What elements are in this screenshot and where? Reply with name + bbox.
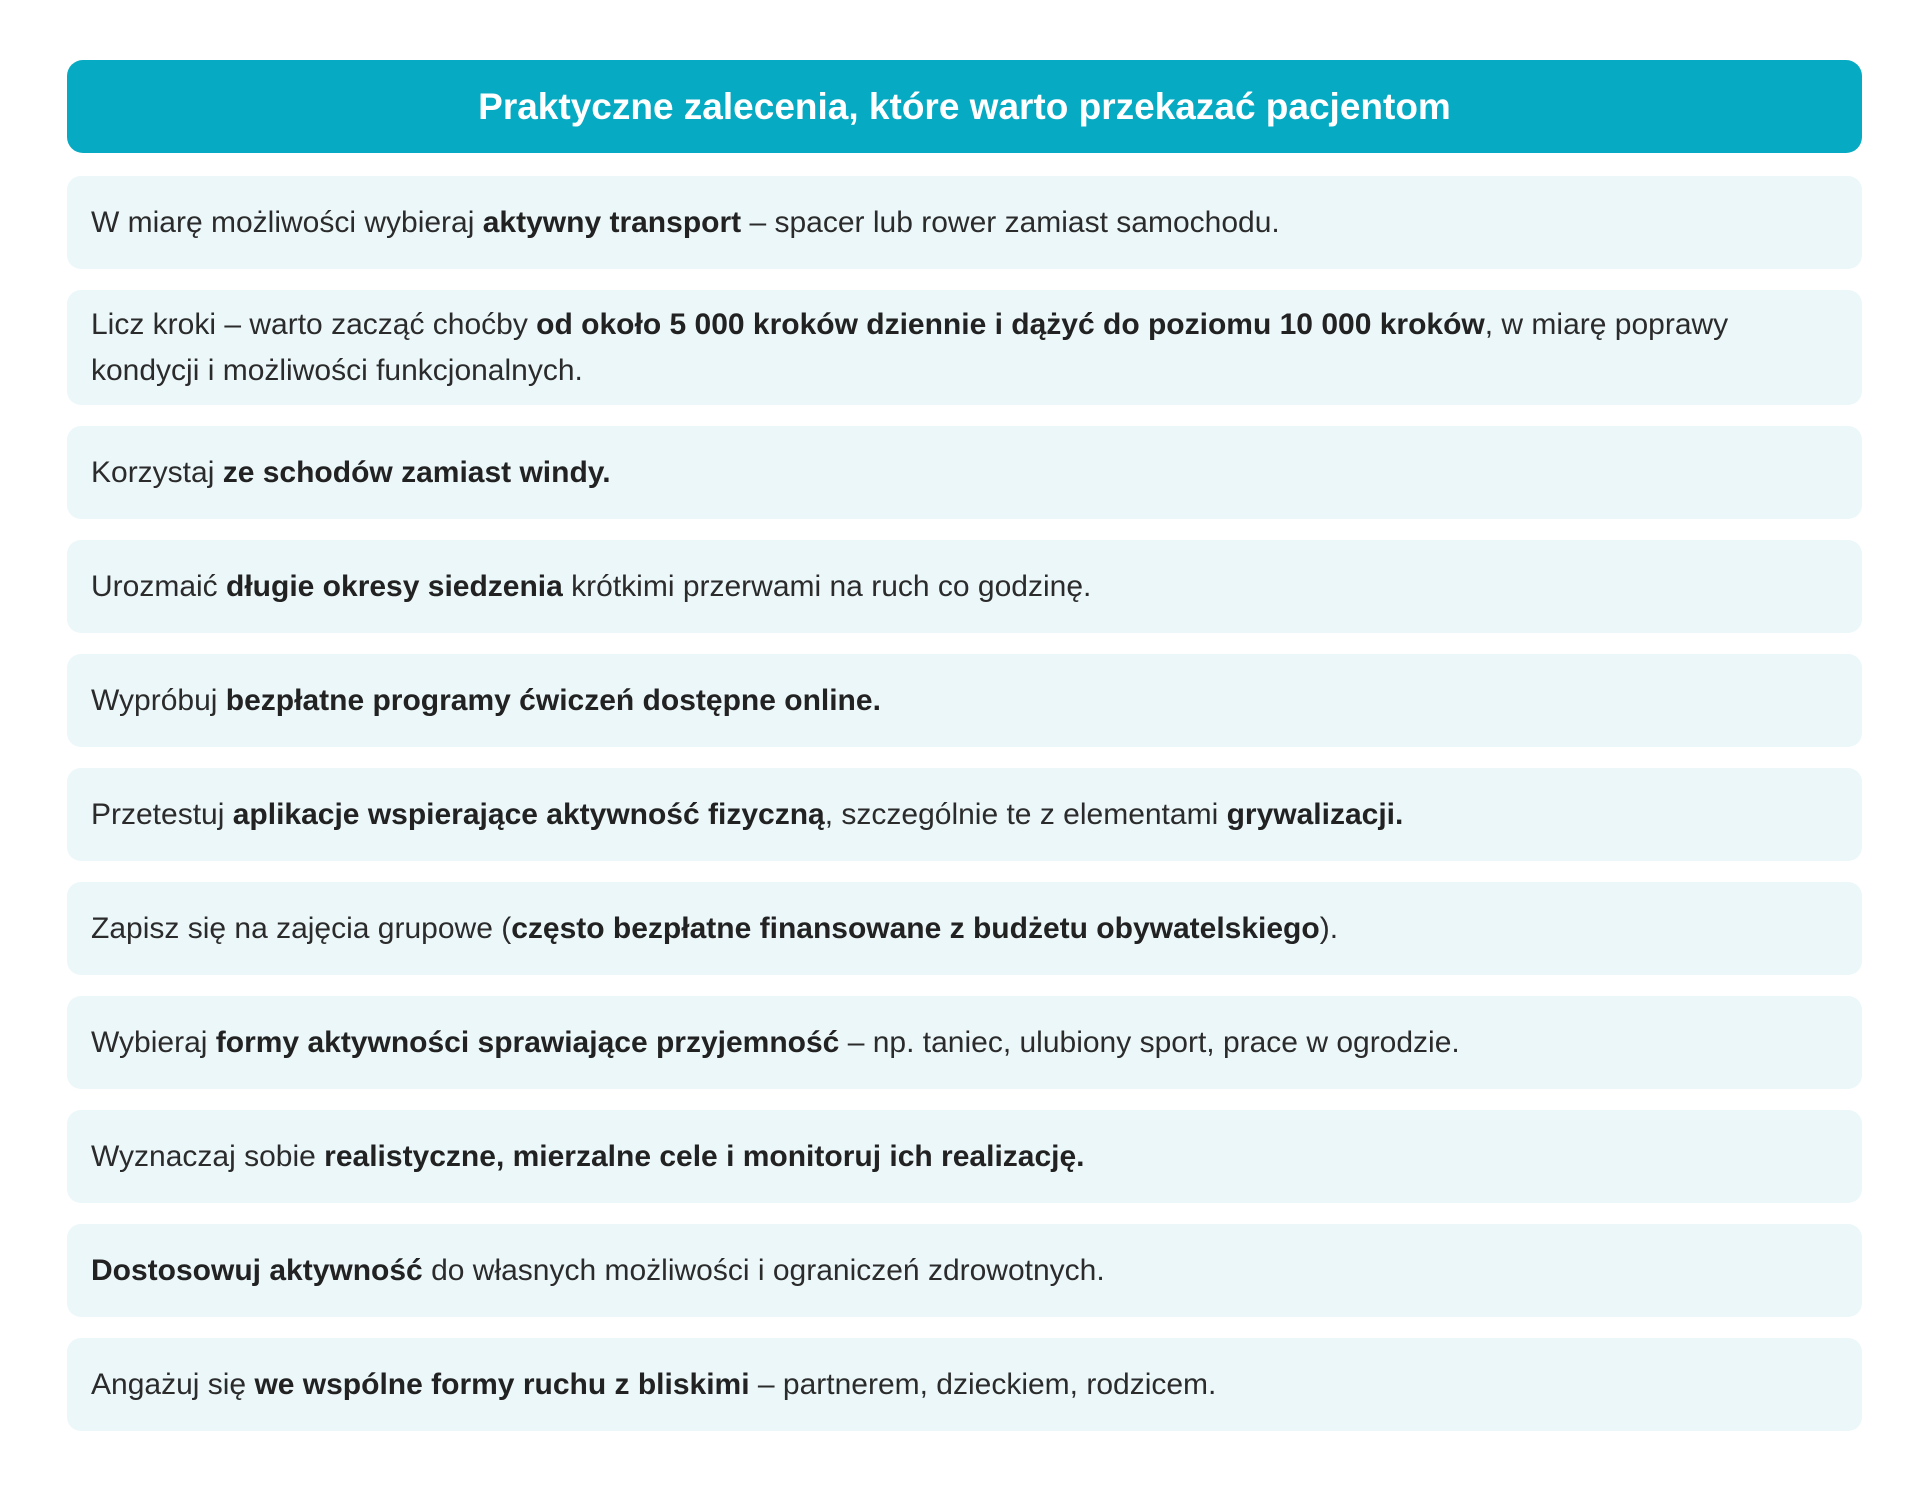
header-banner <box>67 60 1862 153</box>
recommendation-text: Angażuj się we wspólne formy ruchu z bliskimi – partnerem, dzieckiem, rodzicem. <box>91 1367 1217 1401</box>
recommendation-text: Korzystaj ze schodów zamiast windy. <box>91 455 611 489</box>
recommendation-text: W miarę możliwości wybieraj aktywny transport – spacer lub rower zamiast samochodu. <box>91 205 1280 239</box>
recommendation-highlight: bezpłatne programy ćwiczeń dostępne online. <box>225 683 881 717</box>
recommendation-text: Wybieraj formy aktywności sprawiające przyjemność – np. taniec, ulubiony sport, prace w ogrodzie. <box>91 1025 1460 1059</box>
recommendation-item-3 <box>67 426 1862 519</box>
recommendation-highlight: aktywny transport <box>482 205 742 239</box>
page-title: Praktyczne zalecenia, które warto przekazać pacjentom <box>478 85 1451 127</box>
recommendation-text: Dostosowuj aktywność do własnych możliwości i ograniczeń zdrowotnych. <box>91 1253 1105 1287</box>
recommendation-item-8 <box>67 996 1862 1089</box>
recommendation-item-7 <box>67 882 1862 975</box>
recommendation-highlight: Dostosowuj aktywność <box>91 1253 423 1287</box>
recommendation-item-5 <box>67 654 1862 747</box>
recommendation-item-10 <box>67 1224 1862 1317</box>
recommendation-highlight: we wspólne formy ruchu z bliskimi <box>254 1367 750 1401</box>
recommendation-highlight: długie okresy siedzenia <box>226 569 563 603</box>
recommendation-item-2 <box>67 290 1862 405</box>
recommendation-item-1 <box>67 176 1862 269</box>
recommendation-item-4 <box>67 540 1862 633</box>
recommendation-highlight: od około 5 000 kroków dziennie i dążyć do poziomu 10 000 kroków <box>536 307 1485 341</box>
recommendation-highlight: ze schodów zamiast windy. <box>222 455 611 489</box>
recommendation-highlight: realistyczne, mierzalne cele i monitoruj ich realizację. <box>324 1139 1085 1173</box>
recommendation-highlight: formy aktywności sprawiające przyjemność <box>215 1025 840 1059</box>
recommendation-item-9 <box>67 1110 1862 1203</box>
recommendation-text: Zapisz się na zajęcia grupowe (często bezpłatne finansowane z budżetu obywatelskiego). <box>91 911 1339 945</box>
recommendation-text: Przetestuj aplikacje wspierające aktywność fizyczną, szczególnie te z elementami grywalizacji. <box>91 797 1404 831</box>
recommendation-highlight: często bezpłatne finansowane z budżetu obywatelskiego <box>511 911 1320 945</box>
recommendation-text: Licz kroki – warto zacząć choćby od około 5 000 kroków dziennie i dążyć do poziomu 10 000 kroków, w miarę poprawy kondycji i możliwości funkcjonalnych. <box>91 307 1729 387</box>
recommendation-item-11 <box>67 1338 1862 1431</box>
recommendation-item-6 <box>67 768 1862 861</box>
recommendation-text: Wypróbuj bezpłatne programy ćwiczeń dostępne online. <box>91 683 881 717</box>
recommendation-highlight: aplikacje wspierające aktywność fizyczną <box>232 797 825 831</box>
recommendation-highlight-2: grywalizacji. <box>1226 797 1404 831</box>
recommendation-text: Urozmaić długie okresy siedzenia krótkimi przerwami na ruch co godzinę. <box>91 569 1092 603</box>
recommendation-text: Wyznaczaj sobie realistyczne, mierzalne cele i monitoruj ich realizację. <box>91 1139 1085 1173</box>
